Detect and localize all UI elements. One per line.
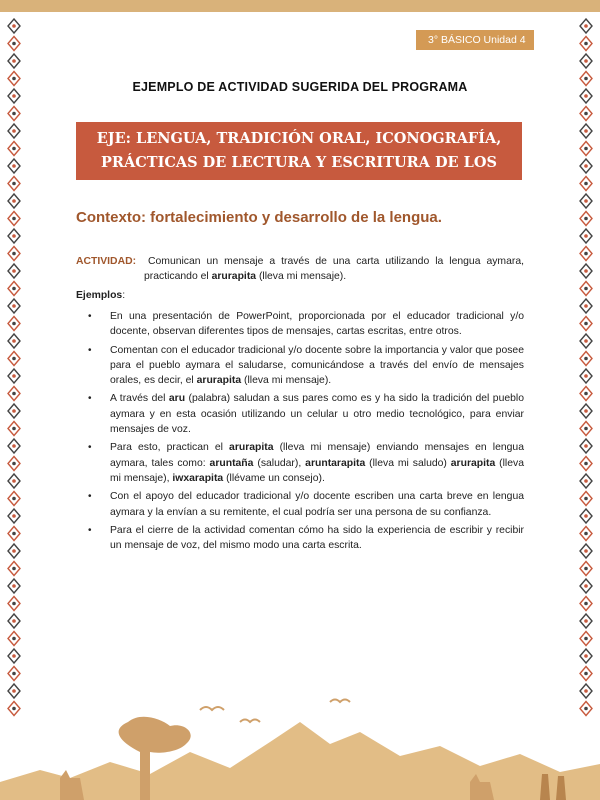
ornament-motif xyxy=(580,387,592,401)
ornament-motif xyxy=(580,614,592,628)
actividad-text-1: Comunican un mensaje a través de una carta utilizando la lengua aymara, xyxy=(148,256,524,267)
ornament-motif xyxy=(8,422,20,436)
ornament-motif xyxy=(580,19,592,33)
ornament-motif xyxy=(580,229,592,243)
ornament-motif xyxy=(8,614,20,628)
ornament-motif xyxy=(580,439,592,453)
actividad-label: ACTIVIDAD: xyxy=(76,256,137,267)
bullet-icon: • xyxy=(88,524,92,536)
ornament-motif xyxy=(8,299,20,313)
ornament-motif xyxy=(580,492,592,506)
grade-unit-tab: 3° BÁSICO Unidad 4 xyxy=(416,30,534,50)
ornament-motif xyxy=(580,212,592,226)
item-text: (lleva mi mensaje), xyxy=(110,457,524,484)
item-text: (lleva mi mensaje). xyxy=(241,375,332,387)
ornament-motif xyxy=(580,124,592,138)
ornament-motif xyxy=(580,107,592,121)
left-ornament-border xyxy=(7,18,21,718)
ornament-motif xyxy=(8,107,20,121)
top-decorative-bar xyxy=(0,0,600,12)
ornament-motif xyxy=(8,142,20,156)
bullet-icon: • xyxy=(88,393,92,405)
item-text: (lleva mi saludo) xyxy=(365,457,451,469)
ornament-motif xyxy=(8,264,20,278)
ornament-motif xyxy=(580,404,592,418)
ornament-motif xyxy=(580,474,592,488)
ornament-motif xyxy=(580,317,592,331)
ornament-motif xyxy=(8,649,20,663)
item-text: (llévame un consejo). xyxy=(223,472,325,484)
ornament-motif xyxy=(8,37,20,51)
eje-line-1: EJE: LENGUA, TRADICIÓN ORAL, ICONOGRAFÍA, xyxy=(96,130,502,147)
ornament-motif xyxy=(8,247,20,261)
actividad-line-2 xyxy=(76,269,524,284)
bullet-icon: • xyxy=(88,442,92,454)
ornament-motif xyxy=(8,597,20,611)
ornament-motif xyxy=(580,37,592,51)
actividad-line-1 xyxy=(76,254,524,269)
bullet-icon: • xyxy=(88,311,92,322)
ornament-motif xyxy=(8,124,20,138)
ornament-motif xyxy=(580,667,592,681)
ornament-motif xyxy=(580,159,592,173)
ornament-motif xyxy=(8,317,20,331)
ornament-motif xyxy=(8,527,20,541)
item-text: Comentan con el educador tradicional y/o docente sobre la importancia y valor que posee para el pueblo aymara el saludarse, comunicándose a través del envío de mensajes orales, es decir, el xyxy=(110,344,524,387)
ornament-motif xyxy=(8,457,20,471)
aymara-term: arurapita xyxy=(196,375,242,387)
example-item xyxy=(88,391,524,437)
landscape-illustration xyxy=(0,682,600,800)
item-text: (saludar), xyxy=(253,457,306,469)
ornament-motif xyxy=(8,352,20,366)
ornament-motif xyxy=(8,212,20,226)
mountain-shape xyxy=(0,722,600,800)
item-text: En una presentación de PowerPoint, proporcionada por el educador tradicional y/o docente, observan diferentes tipos de mensajes, cartas escritas, entre otros. xyxy=(110,311,524,338)
ornament-motif xyxy=(580,194,592,208)
item-text: (lleva mi mensaje) enviando mensajes en lengua aymara, tales como: xyxy=(110,442,524,469)
ornament-motif xyxy=(580,597,592,611)
contexto-heading: Contexto: fortalecimiento y desarrollo de la lengua. xyxy=(76,209,442,226)
ornament-motif xyxy=(8,509,20,523)
ornament-motif xyxy=(8,544,20,558)
examples-list xyxy=(88,309,524,556)
ornament-motif xyxy=(580,282,592,296)
ornament-motif xyxy=(580,299,592,313)
ejemplos-colon: : xyxy=(122,290,126,301)
eje-banner xyxy=(76,122,522,195)
bullet-icon: • xyxy=(88,491,92,503)
item-text: Con el apoyo del educador tradicional y/o docente escriben una carta breve en lengua aymara y la envían a su remitente, el cual podría ser una persona de su confianza. xyxy=(110,491,524,518)
ornament-motif xyxy=(580,142,592,156)
ornament-motif xyxy=(8,387,20,401)
ornament-motif xyxy=(580,177,592,191)
birds-shape xyxy=(200,700,350,723)
ornament-motif xyxy=(580,544,592,558)
ornament-motif xyxy=(8,562,20,576)
example-item xyxy=(88,489,524,520)
ornament-motif xyxy=(8,474,20,488)
ejemplos-label xyxy=(76,290,125,301)
ornament-motif xyxy=(580,334,592,348)
ornament-motif xyxy=(580,562,592,576)
aymara-term: aru xyxy=(168,393,186,405)
ornament-motif xyxy=(580,54,592,68)
ornament-motif xyxy=(8,282,20,296)
example-item xyxy=(88,523,524,554)
actividad-block xyxy=(76,254,524,284)
ornament-motif xyxy=(580,422,592,436)
ornament-motif xyxy=(8,54,20,68)
example-item xyxy=(88,343,524,389)
aymara-term: arurapita xyxy=(229,442,274,454)
item-text: Para esto, practican el xyxy=(110,442,230,454)
ornament-motif xyxy=(8,177,20,191)
ornament-motif xyxy=(580,369,592,383)
aymara-term: iwxarapita xyxy=(172,472,224,484)
ornament-motif xyxy=(8,229,20,243)
ornament-motif xyxy=(8,159,20,173)
ornament-motif xyxy=(8,369,20,383)
eje-line-2: PRÁCTICAS DE LECTURA Y ESCRITURA DE LOS PUEBLOS xyxy=(101,154,497,195)
ornament-motif xyxy=(580,247,592,261)
actividad-text-2b: (lleva mi mensaje). xyxy=(256,271,347,282)
example-item xyxy=(88,440,524,486)
ornament-motif xyxy=(8,632,20,646)
ornament-motif xyxy=(580,264,592,278)
ornament-motif xyxy=(8,667,20,681)
ornament-motif xyxy=(580,579,592,593)
actividad-term: arurapita xyxy=(211,271,257,282)
actividad-text-2a: practicando el xyxy=(144,271,212,282)
ornament-motif xyxy=(8,439,20,453)
ejemplos-label-text: Ejemplos xyxy=(76,290,123,301)
ornament-motif xyxy=(580,352,592,366)
right-ornament-border xyxy=(579,18,593,718)
item-text: (palabra) saludan a sus pares como es y ha sido la tradición del pueblo aymara y en esta ocasión utilizando un celular u otro medio tecnológico, para enviar mensajes de voz. xyxy=(110,393,524,436)
ornament-motif xyxy=(580,649,592,663)
ornament-motif xyxy=(8,492,20,506)
ornament-motif xyxy=(580,457,592,471)
ornament-motif xyxy=(8,334,20,348)
aymara-term: aruntarapita xyxy=(305,457,366,469)
aymara-term: aruntaña xyxy=(209,457,254,469)
ornament-motif xyxy=(580,527,592,541)
bullet-icon: • xyxy=(88,344,92,356)
example-item xyxy=(88,309,524,340)
ornament-motif xyxy=(580,509,592,523)
aymara-term: arurapita xyxy=(450,457,496,469)
ornament-motif xyxy=(8,579,20,593)
ornament-motif xyxy=(8,19,20,33)
ornament-motif xyxy=(580,632,592,646)
ornament-motif xyxy=(8,194,20,208)
item-text: Para el cierre de la actividad comentan cómo ha sido la experiencia de escribir y recibir un mensaje de voz, del mismo modo una carta escrita. xyxy=(110,524,524,552)
page-title: EJEMPLO DE ACTIVIDAD SUGERIDA DEL PROGRAMA xyxy=(132,80,468,94)
item-text: A través del xyxy=(110,393,169,405)
ornament-motif xyxy=(8,404,20,418)
